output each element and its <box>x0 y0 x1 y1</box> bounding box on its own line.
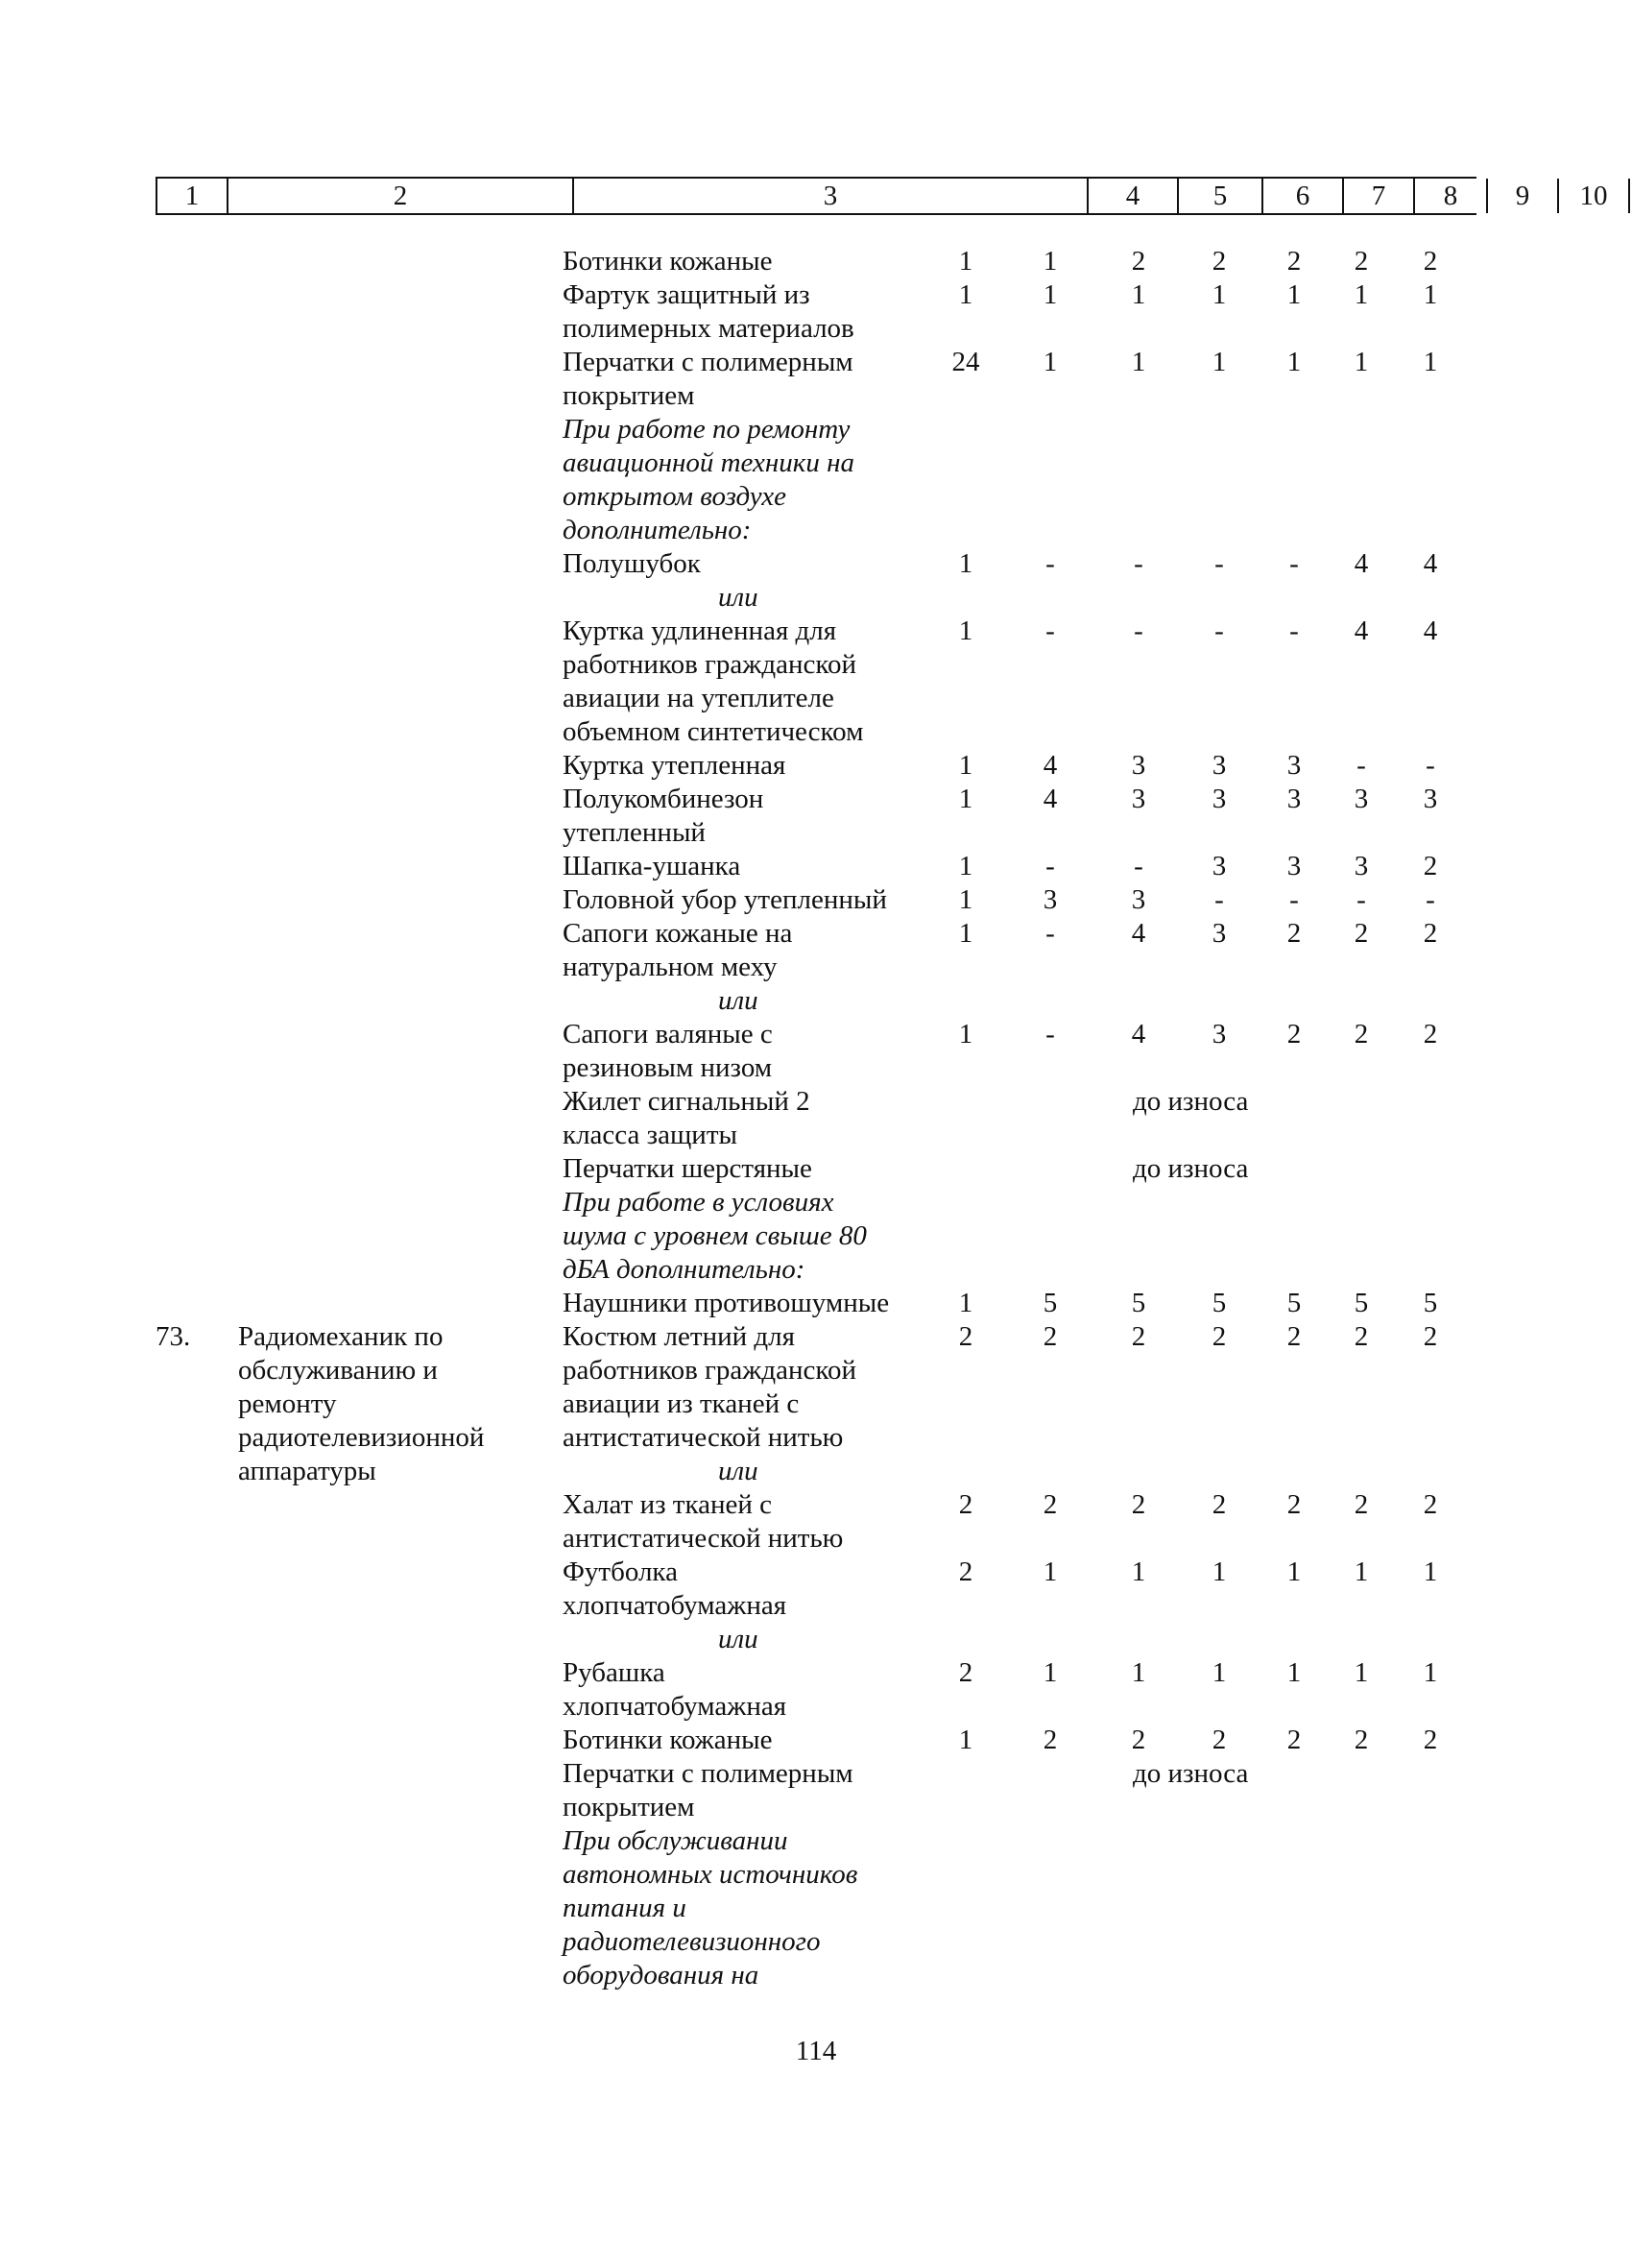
item-name: полимерных материалов <box>563 313 854 344</box>
value-col-9: 2 <box>1354 1489 1369 1520</box>
value-col-7: - <box>1214 884 1224 915</box>
value-col-10: 2 <box>1423 918 1438 949</box>
value-col-6: 3 <box>1131 750 1146 781</box>
value-col-8: 2 <box>1286 918 1302 949</box>
value-col-9: 2 <box>1354 246 1369 277</box>
value-col-8: 3 <box>1286 750 1302 781</box>
item-name: Шапка-ушанка <box>563 851 741 881</box>
value-col-6: 1 <box>1131 1657 1146 1688</box>
value-col-9: 4 <box>1354 615 1369 646</box>
value-col-10: 2 <box>1423 1321 1438 1352</box>
value-col-8: 1 <box>1286 279 1302 310</box>
value-col-7: 2 <box>1212 1725 1227 1755</box>
value-col-7: 3 <box>1212 1019 1227 1050</box>
item-name: работников гражданской <box>563 1355 856 1386</box>
item-name: объемном синтетическом <box>563 716 864 747</box>
item-name: хлопчатобумажная <box>563 1590 787 1621</box>
value-col-5: - <box>1045 548 1055 579</box>
header-col-5: 5 <box>1177 179 1261 213</box>
value-col-10: 3 <box>1423 784 1438 814</box>
value-col-5: 5 <box>1043 1288 1058 1318</box>
value-col-7: 2 <box>1212 1321 1227 1352</box>
value-col-4: 1 <box>958 1725 973 1755</box>
item-name: Рубашка <box>563 1657 665 1688</box>
value-col-7: 2 <box>1212 246 1227 277</box>
value-col-9: 1 <box>1354 279 1369 310</box>
header-col-8: 8 <box>1413 179 1486 213</box>
item-name: Наушники противошумные <box>563 1288 890 1318</box>
section-note: дБА дополнительно: <box>563 1254 805 1285</box>
item-name: Головной убор утепленный <box>563 884 887 915</box>
header-col-7: 7 <box>1342 179 1413 213</box>
value-col-8: 3 <box>1286 851 1302 881</box>
item-name: Халат из тканей с <box>563 1489 773 1520</box>
value-col-7: 1 <box>1212 279 1227 310</box>
profession-name: радиотелевизионной <box>238 1422 485 1453</box>
value-col-5: 4 <box>1043 784 1058 814</box>
section-note: При работе по ремонту <box>563 414 851 445</box>
value-col-4: 1 <box>958 279 973 310</box>
section-note: открытом воздухе <box>563 481 787 512</box>
value-col-8: 2 <box>1286 246 1302 277</box>
section-note: оборудования на <box>563 1960 759 1991</box>
value-col-7: 1 <box>1212 347 1227 377</box>
value-col-8: 2 <box>1286 1725 1302 1755</box>
item-name: Перчатки шерстяные <box>563 1153 812 1184</box>
header-col-2: 2 <box>227 179 572 213</box>
value-col-8: - <box>1289 884 1299 915</box>
value-col-4: 2 <box>958 1657 973 1688</box>
item-name: авиации из тканей с <box>563 1388 800 1419</box>
header-col-6: 6 <box>1261 179 1342 213</box>
value-col-4: 1 <box>958 615 973 646</box>
item-name: Костюм летний для <box>563 1321 795 1352</box>
value-col-10: 1 <box>1423 279 1438 310</box>
value-col-7: 3 <box>1212 851 1227 881</box>
header-col-1: 1 <box>156 179 227 213</box>
item-name: Ботинки кожаные <box>563 1725 773 1755</box>
item-name: хлопчатобумажная <box>563 1691 787 1722</box>
section-note: радиотелевизионного <box>563 1926 821 1957</box>
item-name: класса защиты <box>563 1120 737 1150</box>
value-col-6: 1 <box>1131 1556 1146 1587</box>
value-col-5: 1 <box>1043 246 1058 277</box>
value-col-10: 4 <box>1423 548 1438 579</box>
value-col-5: 1 <box>1043 1556 1058 1587</box>
item-name: покрытием <box>563 380 695 411</box>
item-name: Полукомбинезон <box>563 784 764 814</box>
item-name: работников гражданской <box>563 649 856 680</box>
item-name: покрытием <box>563 1792 695 1822</box>
section-note: При обслуживании <box>563 1825 788 1856</box>
value-col-10: 2 <box>1423 1725 1438 1755</box>
value-col-7: 3 <box>1212 750 1227 781</box>
value-col-8: 1 <box>1286 1657 1302 1688</box>
header-col-4: 4 <box>1087 179 1177 213</box>
value-col-7: 5 <box>1212 1288 1227 1318</box>
profession-name: обслуживанию и <box>238 1355 438 1386</box>
value-col-8: 2 <box>1286 1019 1302 1050</box>
item-name: Жилет сигнальный 2 <box>563 1086 810 1117</box>
value-col-5: 4 <box>1043 750 1058 781</box>
until-worn-value: до износа <box>1133 1758 1249 1789</box>
value-col-6: 2 <box>1131 1489 1146 1520</box>
column-number-header <box>156 177 1608 215</box>
value-col-5: - <box>1045 615 1055 646</box>
value-col-4: 1 <box>958 851 973 881</box>
or-separator: или <box>718 582 758 613</box>
value-col-9: 3 <box>1354 784 1369 814</box>
item-name: антистатической нитью <box>563 1523 844 1554</box>
value-col-5: 2 <box>1043 1321 1058 1352</box>
item-name: утепленный <box>563 817 706 848</box>
value-col-6: 2 <box>1131 246 1146 277</box>
value-col-4: 2 <box>958 1489 973 1520</box>
section-note: авиационной техники на <box>563 447 855 478</box>
value-col-5: - <box>1045 851 1055 881</box>
value-col-10: - <box>1426 884 1435 915</box>
value-col-9: 2 <box>1354 1725 1369 1755</box>
value-col-4: 1 <box>958 1288 973 1318</box>
value-col-4: 2 <box>958 1556 973 1587</box>
item-name: Сапоги кожаные на <box>563 918 793 949</box>
value-col-9: 4 <box>1354 548 1369 579</box>
until-worn-value: до износа <box>1133 1086 1249 1117</box>
value-col-5: - <box>1045 918 1055 949</box>
value-col-6: 3 <box>1131 784 1146 814</box>
value-col-9: 2 <box>1354 1321 1369 1352</box>
value-col-8: - <box>1289 548 1299 579</box>
profession-name: Радиомеханик по <box>238 1321 444 1352</box>
profession-number: 73. <box>156 1321 191 1352</box>
value-col-9: - <box>1356 750 1366 781</box>
value-col-6: 3 <box>1131 884 1146 915</box>
value-col-6: 2 <box>1131 1725 1146 1755</box>
value-col-10: 2 <box>1423 246 1438 277</box>
value-col-6: - <box>1134 615 1143 646</box>
value-col-6: 2 <box>1131 1321 1146 1352</box>
value-col-6: - <box>1134 851 1143 881</box>
header-col-3: 3 <box>572 179 1087 213</box>
value-col-8: 1 <box>1286 347 1302 377</box>
item-name: Куртка удлиненная для <box>563 615 837 646</box>
value-col-8: 2 <box>1286 1489 1302 1520</box>
value-col-5: 2 <box>1043 1489 1058 1520</box>
value-col-7: 3 <box>1212 784 1227 814</box>
value-col-7: - <box>1214 615 1224 646</box>
page-number: 114 <box>795 2036 837 2066</box>
value-col-6: 1 <box>1131 347 1146 377</box>
item-name: Куртка утепленная <box>563 750 786 781</box>
item-name: антистатической нитью <box>563 1422 844 1453</box>
section-note: питания и <box>563 1893 686 1923</box>
value-col-10: 2 <box>1423 1019 1438 1050</box>
value-col-10: 1 <box>1423 1657 1438 1688</box>
item-name: Перчатки с полимерным <box>563 1758 853 1789</box>
item-name: резиновым низом <box>563 1052 773 1083</box>
value-col-6: 5 <box>1131 1288 1146 1318</box>
value-col-7: 2 <box>1212 1489 1227 1520</box>
value-col-7: 1 <box>1212 1657 1227 1688</box>
value-col-6: - <box>1134 548 1143 579</box>
section-note: шума с уровнем свыше 80 <box>563 1220 867 1251</box>
value-col-8: 2 <box>1286 1321 1302 1352</box>
profession-name: ремонту <box>238 1388 337 1419</box>
value-col-8: - <box>1289 615 1299 646</box>
item-name: авиации на утеплителе <box>563 683 834 713</box>
item-name: Ботинки кожаные <box>563 246 773 277</box>
value-col-9: 5 <box>1354 1288 1369 1318</box>
header-col-9: 9 <box>1486 179 1557 213</box>
value-col-9: 2 <box>1354 918 1369 949</box>
item-name: Полушубок <box>563 548 701 579</box>
value-col-10: 2 <box>1423 851 1438 881</box>
item-name: натуральном меху <box>563 952 778 982</box>
value-col-8: 5 <box>1286 1288 1302 1318</box>
or-separator: или <box>718 1624 758 1654</box>
value-col-6: 4 <box>1131 1019 1146 1050</box>
value-col-10: - <box>1426 750 1435 781</box>
value-col-6: 4 <box>1131 918 1146 949</box>
value-col-5: 3 <box>1043 884 1058 915</box>
or-separator: или <box>718 985 758 1016</box>
value-col-4: 1 <box>958 884 973 915</box>
section-note: автономных источников <box>563 1859 858 1890</box>
value-col-4: 1 <box>958 548 973 579</box>
value-col-9: 1 <box>1354 1657 1369 1688</box>
section-note: При работе в условиях <box>563 1187 834 1218</box>
value-col-7: - <box>1214 548 1224 579</box>
value-col-10: 1 <box>1423 1556 1438 1587</box>
value-col-8: 1 <box>1286 1556 1302 1587</box>
value-col-6: 1 <box>1131 279 1146 310</box>
value-col-9: 3 <box>1354 851 1369 881</box>
value-col-7: 1 <box>1212 1556 1227 1587</box>
item-name: Перчатки с полимерным <box>563 347 853 377</box>
profession-name: аппаратуры <box>238 1456 376 1486</box>
value-col-10: 4 <box>1423 615 1438 646</box>
item-name: Сапоги валяные с <box>563 1019 773 1050</box>
value-col-9: 1 <box>1354 1556 1369 1587</box>
value-col-9: 1 <box>1354 347 1369 377</box>
value-col-4: 1 <box>958 918 973 949</box>
value-col-9: - <box>1356 884 1366 915</box>
header-col-10: 10 <box>1557 179 1630 213</box>
item-name: Фартук защитный из <box>563 279 810 310</box>
value-col-4: 1 <box>958 750 973 781</box>
value-col-8: 3 <box>1286 784 1302 814</box>
value-col-5: 1 <box>1043 279 1058 310</box>
value-col-5: - <box>1045 1019 1055 1050</box>
value-col-5: 1 <box>1043 1657 1058 1688</box>
value-col-9: 2 <box>1354 1019 1369 1050</box>
section-note: дополнительно: <box>563 515 752 545</box>
until-worn-value: до износа <box>1133 1153 1249 1184</box>
or-separator: или <box>718 1456 758 1486</box>
value-col-5: 2 <box>1043 1725 1058 1755</box>
item-name: Футболка <box>563 1556 678 1587</box>
value-col-7: 3 <box>1212 918 1227 949</box>
value-col-10: 1 <box>1423 347 1438 377</box>
value-col-4: 1 <box>958 1019 973 1050</box>
value-col-4: 1 <box>958 246 973 277</box>
value-col-10: 2 <box>1423 1489 1438 1520</box>
value-col-4: 2 <box>958 1321 973 1352</box>
value-col-4: 1 <box>958 784 973 814</box>
value-col-4: 24 <box>951 347 980 377</box>
value-col-5: 1 <box>1043 347 1058 377</box>
value-col-10: 5 <box>1423 1288 1438 1318</box>
